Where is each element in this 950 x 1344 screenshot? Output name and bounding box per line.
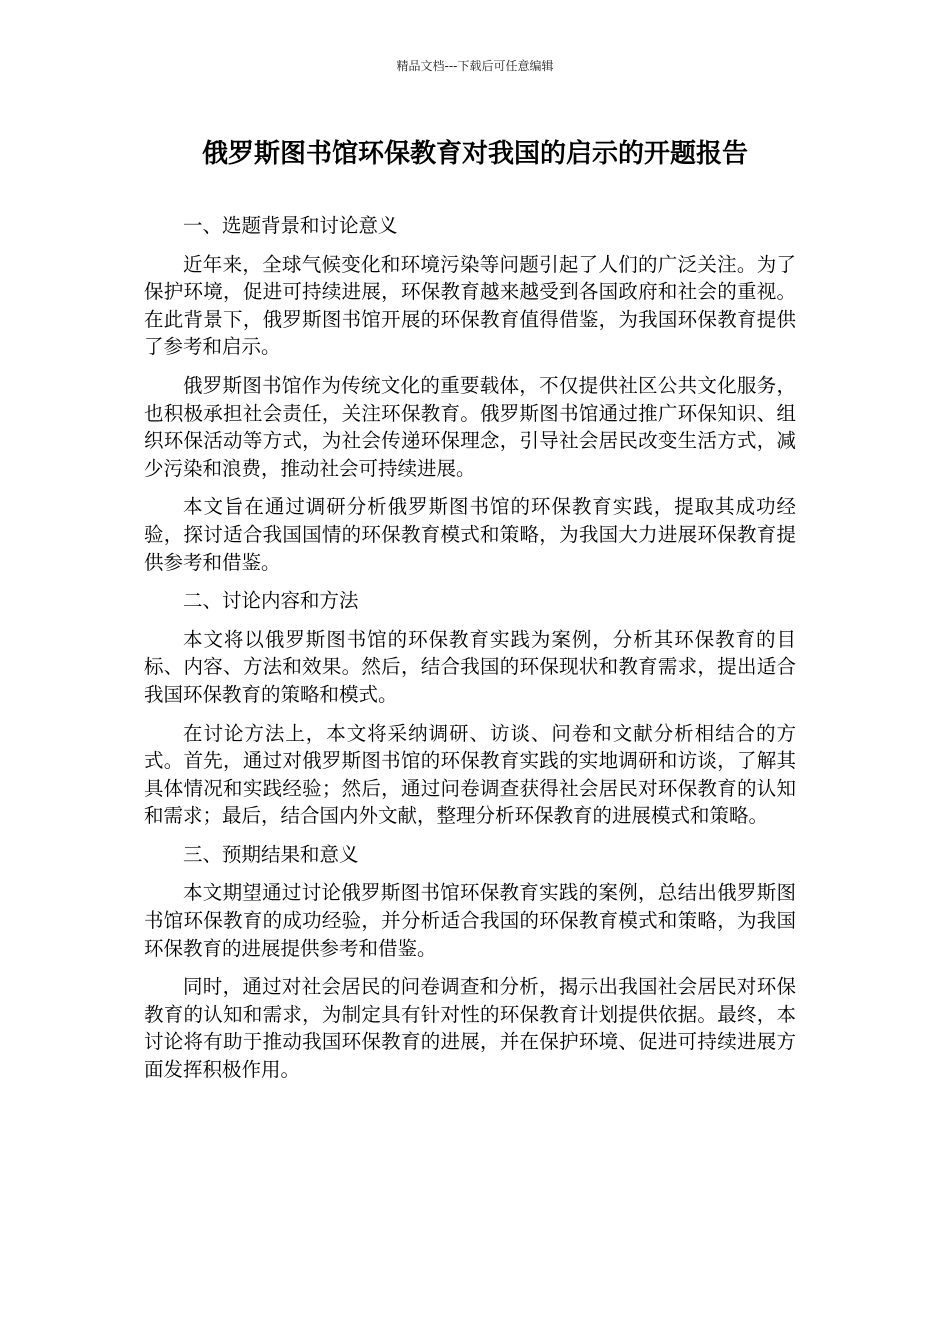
- paragraph: 本文期望通过讨论俄罗斯图书馆环保教育实践的案例，总结出俄罗斯图书馆环保教育的成功经验，并分析适合我国的环保教育模式和策略，为我国环保教育的进展提供参考和借鉴。: [144, 881, 796, 960]
- paragraph: 俄罗斯图书馆作为传统文化的重要载体，不仅提供社区公共文化服务，也积极承担社会责任，关注环保教育。俄罗斯图书馆通过推广环保知识、组织环保活动等方式，为社会传递环保理念，引导社会居民改变生活方式，减少污染和浪费，推动社会可持续进展。: [144, 373, 796, 480]
- section-heading: 三、预期结果和意义: [183, 842, 359, 866]
- document-body: [144, 212, 796, 1095]
- paragraph: 本文将以俄罗斯图书馆的环保教育实践为案例，分析其环保教育的目标、内容、方法和效果。然后，结合我国的环保现状和教育需求，提出适合我国环保教育的策略和模式。: [144, 627, 796, 706]
- paragraph: 同时，通过对社会居民的问卷调查和分析，揭示出我国社会居民对环保教育的认知和需求，为制定具有针对性的环保教育计划提供依据。最终，本讨论将有助于推动我国环保教育的进展，并在保护环境、促进可持续进展方面发挥积极作用。: [144, 975, 796, 1082]
- paragraph: 近年来，全球气候变化和环境污染等问题引起了人们的广泛关注。为了保护环境，促进可持续进展，环保教育越来越受到各国政府和社会的重视。在此背景下，俄罗斯图书馆开展的环保教育值得借鉴，为我国环保教育提供了参考和启示。: [144, 252, 796, 359]
- paragraph: 本文旨在通过调研分析俄罗斯图书馆的环保教育实践，提取其成功经验，探讨适合我国国情的环保教育模式和策略，为我国大力进展环保教育提供参考和借鉴。: [144, 495, 796, 574]
- paragraph: 在讨论方法上，本文将采纳调研、访谈、问卷和文献分析相结合的方式。首先，通过对俄罗斯图书馆的环保教育实践的实地调研和访谈，了解其具体情况和实践经验；然后，通过问卷调查获得社会居民对环保教育的认知和需求；最后，结合国内外文献，整理分析环保教育的进展模式和策略。: [144, 721, 796, 828]
- section-heading: 二、讨论内容和方法: [183, 589, 359, 613]
- document-title: 俄罗斯图书馆环保教育对我国的启示的开题报告: [201, 139, 748, 169]
- section-heading: 一、选题背景和讨论意义: [183, 214, 398, 237]
- page-header: 精品文档---下载后可任意编辑: [396, 59, 554, 73]
